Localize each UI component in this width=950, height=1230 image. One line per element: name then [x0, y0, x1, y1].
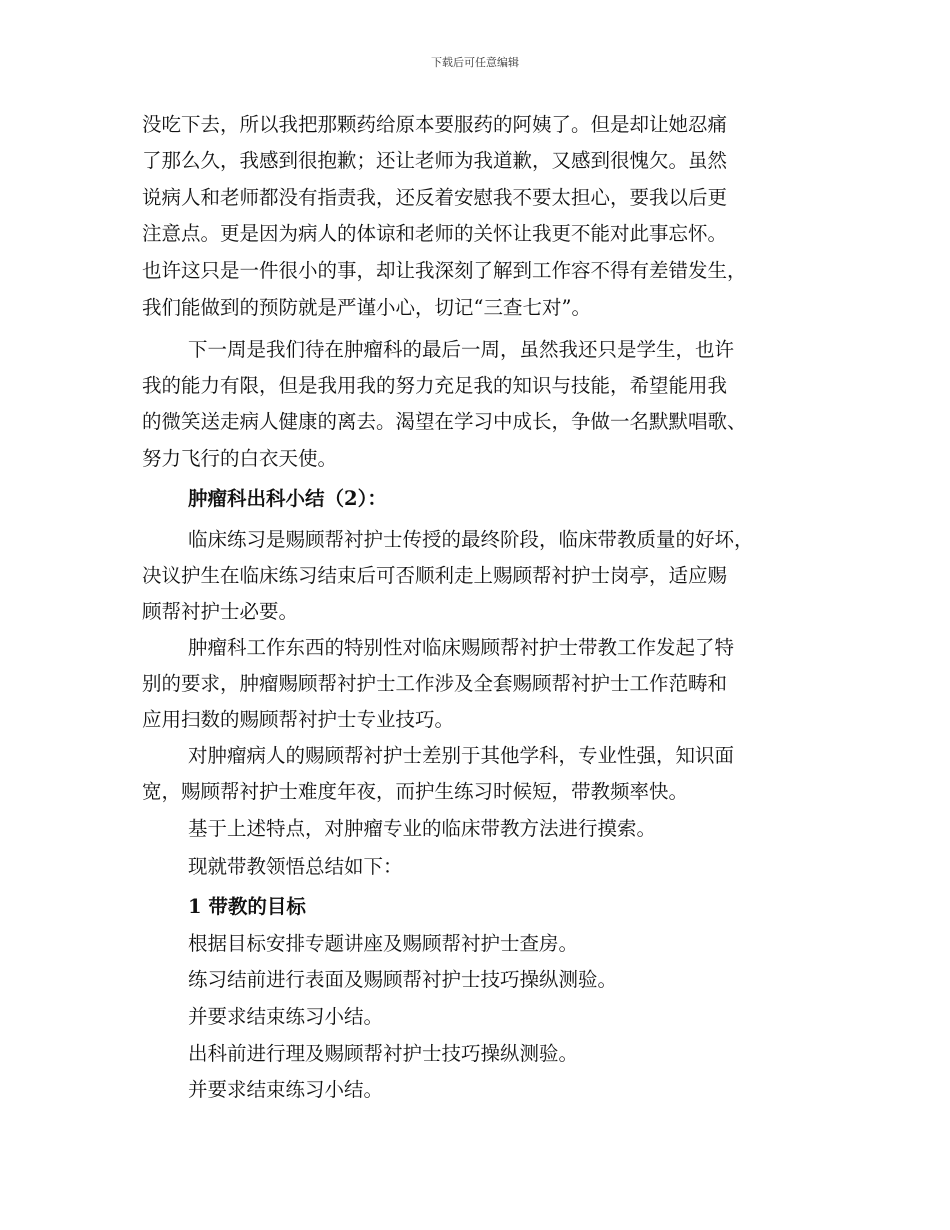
paragraph-line: 现就带教领悟总结如下：: [188, 855, 403, 878]
paragraph-line: 努力飞行的白衣天使。: [142, 447, 338, 470]
paragraph-line: 顾帮衬护士必要。: [142, 600, 299, 623]
paragraph-line: 决议护生在临床练习结束后可否顺利走上赐顾帮衬护士岗亭，适应赐: [142, 564, 728, 587]
paragraph-line: 我的能力有限，但是我用我的努力充足我的知识与技能，希望能用我: [142, 374, 728, 397]
section-heading: 肿瘤科出科小结（2）：: [188, 487, 387, 510]
paragraph-line: 根据目标安排专题讲座及赐顾帮衬护士查房。: [188, 932, 579, 955]
paragraph-line: 注意点。更是因为病人的体谅和老师的关怀让我更不能对此事忘怀。: [142, 222, 728, 245]
paragraph-line: 了那么久，我感到很抱歉；还让老师为我道歉，又感到很愧欠。虽然: [142, 149, 728, 172]
paragraph-line: 宽，赐顾帮衬护士难度年夜，而护生练习时候短，带教频率快。: [142, 780, 689, 803]
paragraph-line: 出科前进行理及赐顾帮衬护士技巧操纵测验。: [188, 1042, 579, 1065]
paragraph-line: 临床练习是赐顾帮衬护士传授的最终阶段，临床带教质量的好坏，: [188, 528, 754, 551]
header-note: 下载后可任意编辑: [431, 56, 519, 69]
paragraph-line: 也许这只是一件很小的事，却让我深刻了解到工作容不得有差错发生，: [142, 259, 747, 282]
section-heading: 1 带教的目标: [188, 895, 306, 918]
paragraph-line: 别的要求，肿瘤赐顾帮衬护士工作涉及全套赐顾帮衬护士工作范畴和: [142, 672, 728, 695]
paragraph-line: 肿瘤科工作东西的特别性对临床赐顾帮衬护士带教工作发起了特: [188, 636, 735, 659]
paragraph-line: 并要求结束练习小结。: [188, 1078, 384, 1101]
paragraph-line: 下一周是我们待在肿瘤科的最后一周，虽然我还只是学生，也许: [188, 338, 735, 361]
paragraph-line: 没吃下去，所以我把那颗药给原本要服药的阿姨了。但是却让她忍痛: [142, 113, 728, 136]
paragraph-line: 基于上述特点，对肿瘤专业的临床带教方法进行摸索。: [188, 817, 657, 840]
paragraph-line: 应用扫数的赐顾帮衬护士专业技巧。: [142, 708, 455, 731]
paragraph-line: 的微笑送走病人健康的离去。渴望在学习中成长，争做一名默默唱歌、: [142, 410, 747, 433]
paragraph-line: 我们能做到的预防就是严谨小心，切记“三查七对”。: [142, 296, 591, 319]
paragraph-line: 对肿瘤病人的赐顾帮衬护士差别于其他学科，专业性强，知识面: [188, 744, 735, 767]
paragraph-line: 说病人和老师都没有指责我，还反着安慰我不要太担心，要我以后更: [142, 186, 728, 209]
paragraph-line: 并要求结束练习小结。: [188, 1005, 384, 1028]
paragraph-line: 练习结前进行表面及赐顾帮衬护士技巧操纵测验。: [188, 968, 618, 991]
